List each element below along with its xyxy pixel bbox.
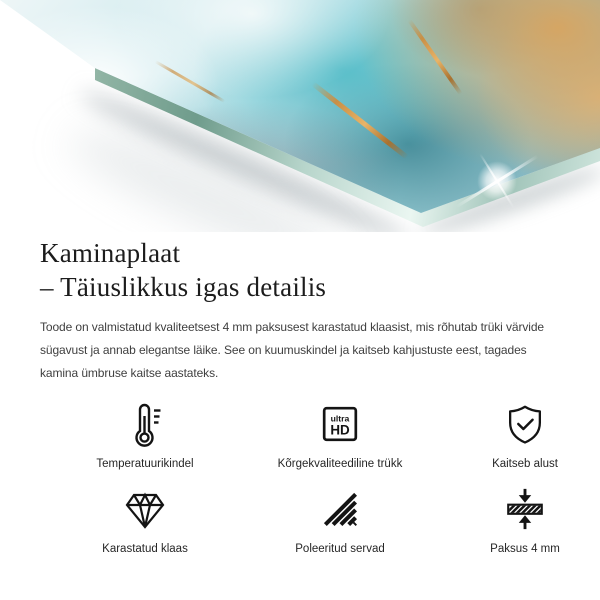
svg-text:ultra: ultra (330, 413, 350, 424)
gold-vein (311, 82, 409, 160)
diamond-icon (121, 485, 169, 533)
page-title (40, 236, 560, 304)
thickness-icon (502, 485, 548, 533)
feature-label: Kõrgekvaliteediline trükk (277, 458, 403, 470)
polished-edges-icon (318, 485, 362, 533)
feature-label: Temperatuurikindel (96, 458, 194, 470)
svg-text:HD: HD (330, 422, 350, 438)
page-title-line2: – Täiuslikkus igas detailis (40, 272, 327, 302)
product-description-text: Toode on valmistatud kvaliteetsest 4 mm paksusest karastatud klaasist, mis rõhutab trüki värvide sügavust ja annab elegantse läike. See on kuumuskindel ja kaitseb kahjustuste eest, tagades kamina ümbruse kaitse aastateks. (40, 320, 544, 380)
feature-label: Poleeritud servad (295, 543, 385, 555)
feature-label: Paksus 4 mm (490, 543, 560, 555)
page-title-line1: Kaminaplaat (40, 238, 181, 268)
product-hero-image (0, 0, 600, 232)
feature-label: Kaitseb alust (492, 458, 558, 470)
feature-label: Karastatud klaas (102, 543, 188, 555)
feature-grid (40, 400, 560, 555)
feature-polished-edges (295, 485, 385, 555)
feature-print-quality (278, 400, 403, 470)
feature-tempered-glass (102, 485, 188, 555)
gold-vein (408, 19, 463, 95)
shield-check-icon (502, 400, 548, 448)
ultra-hd-icon (317, 400, 363, 448)
gold-vein (155, 60, 226, 103)
product-description-section (0, 232, 600, 555)
thermometer-icon (121, 400, 169, 448)
feature-protects-base (492, 400, 558, 470)
feature-thickness (490, 485, 560, 555)
feature-temperature-resistant (96, 400, 193, 470)
